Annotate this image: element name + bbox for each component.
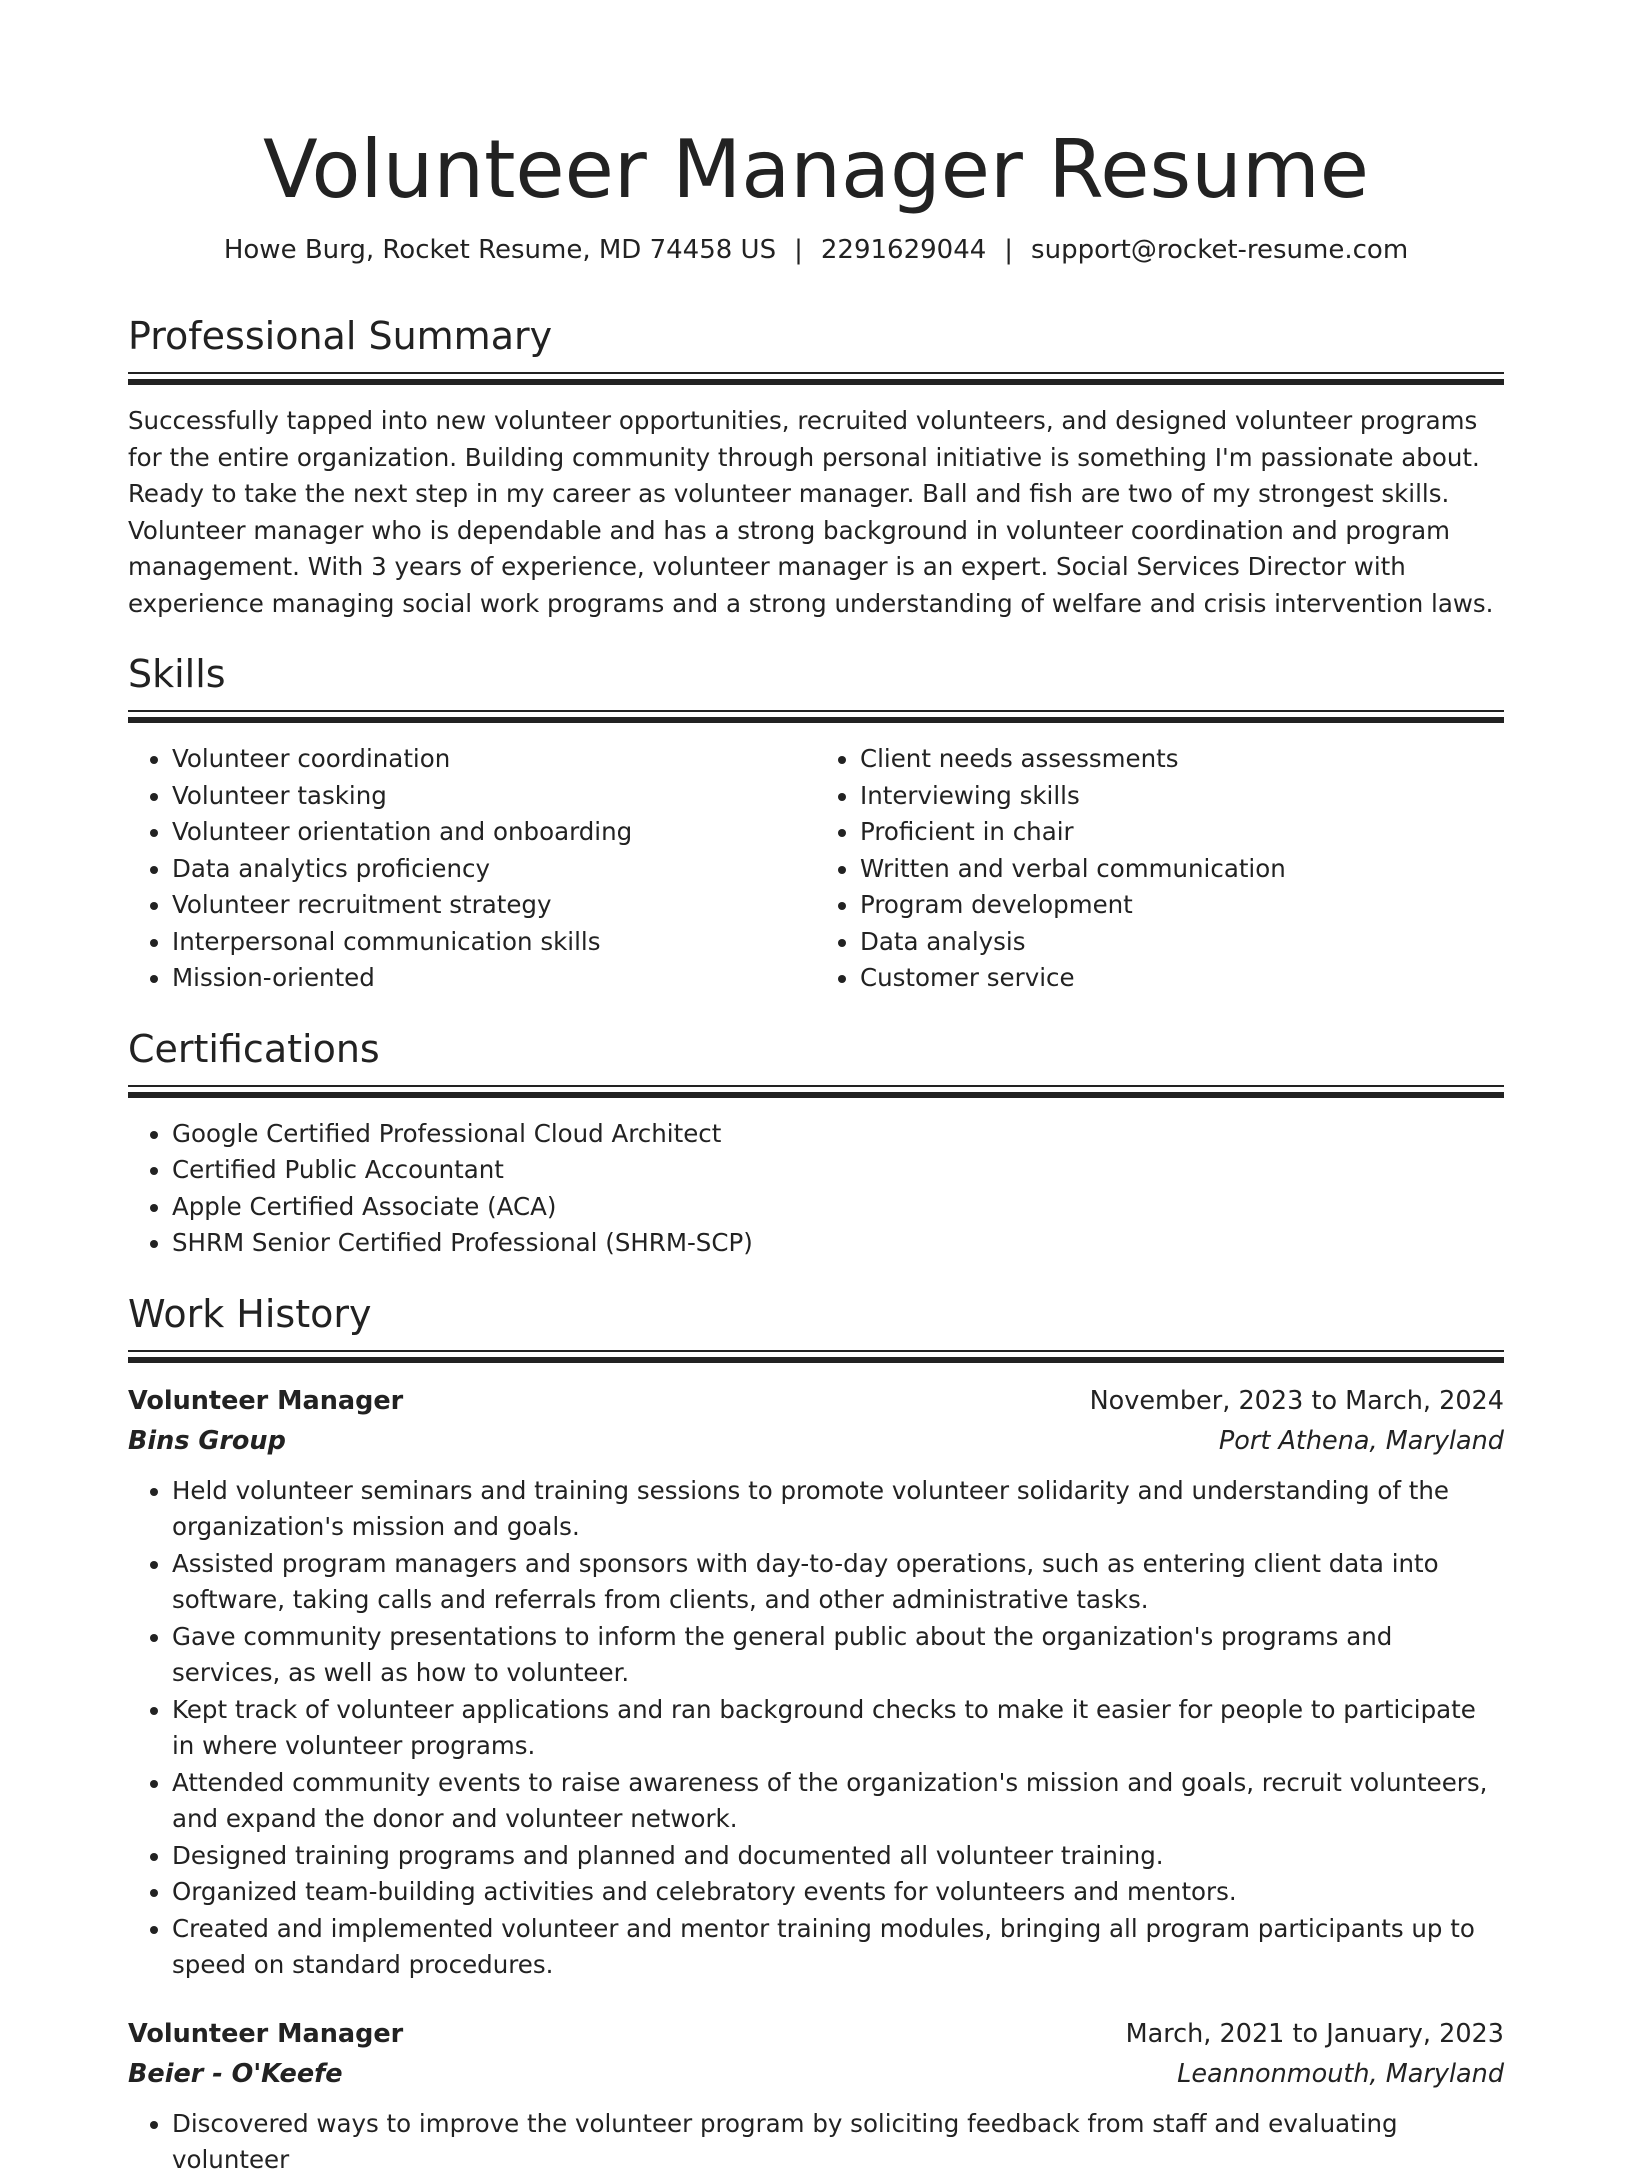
section-heading-summary: Professional Summary <box>128 314 553 358</box>
contact-separator: | <box>794 235 803 265</box>
skill-item: • Interpersonal communication skills <box>172 924 816 961</box>
contact-email: support@rocket-resume.com <box>1031 235 1409 265</box>
job-duty: • Held volunteer seminars and training sessions to promote volunteer solidarity and understanding of the organization's mission and goals. <box>172 1473 1504 1546</box>
job-location: Leannonmouth, Maryland <box>1177 2058 1504 2089</box>
section-divider <box>128 710 1504 723</box>
skill-item: • Data analytics proficiency <box>172 851 816 888</box>
job-duties-list <box>128 2106 1504 2179</box>
contact-line <box>128 232 1504 268</box>
job-header <box>128 1381 1504 1421</box>
section-heading-certifications: Certifications <box>128 1026 380 1071</box>
job-duty: • Designed training programs and planned and documented all volunteer training. <box>172 1838 1504 1875</box>
section-divider <box>128 1085 1504 1098</box>
job-entry <box>128 2014 1504 2179</box>
certifications-list <box>128 1116 1504 1262</box>
skill-item: • Client needs assessments <box>860 741 1504 778</box>
job-dates: March, 2021 to January, 2023 <box>1125 2018 1504 2049</box>
contact-phone: 2291629044 <box>820 235 987 265</box>
job-title: Volunteer Manager <box>128 2018 404 2049</box>
job-duty: • Discovered ways to improve the volunteer program by soliciting feedback from staff and evaluating volunteer <box>172 2106 1504 2179</box>
skill-item: • Volunteer orientation and onboarding <box>172 814 816 851</box>
job-duty: • Created and implemented volunteer and mentor training modules, bringing all program participants up to speed on standard procedures. <box>172 1911 1504 1984</box>
job-duty: • Kept track of volunteer applications and ran background checks to make it easier for people to participate in where volunteer programs. <box>172 1692 1504 1765</box>
summary-section <box>128 312 1504 622</box>
job-title: Volunteer Manager <box>128 1385 404 1416</box>
certifications-section <box>128 1025 1504 1262</box>
skills-section <box>128 650 1504 997</box>
job-header <box>128 2014 1504 2054</box>
skill-item: • Customer service <box>860 960 1504 997</box>
skill-item: • Written and verbal communication <box>860 851 1504 888</box>
skill-item: • Program development <box>860 887 1504 924</box>
certification-item: • Certified Public Accountant <box>172 1152 1504 1189</box>
skills-list-left <box>128 741 816 997</box>
section-divider <box>128 1350 1504 1363</box>
skill-item: • Volunteer coordination <box>172 741 816 778</box>
job-company: Beier - O'Keefe <box>128 2058 343 2089</box>
skill-item: • Proficient in chair <box>860 814 1504 851</box>
skill-item: • Mission-oriented <box>172 960 816 997</box>
job-dates: November, 2023 to March, 2024 <box>1089 1385 1504 1416</box>
section-heading-skills: Skills <box>128 652 226 696</box>
job-subheader <box>128 1421 1504 1461</box>
resume-page <box>128 0 1504 2179</box>
job-duty: • Gave community presentations to inform the general public about the organization's programs and services, as well as how to volunteer. <box>172 1619 1504 1692</box>
contact-separator: | <box>1004 235 1014 265</box>
job-duty: • Assisted program managers and sponsors with day-to-day operations, such as entering client data into software, taking calls and referrals from clients, and other administrative tasks. <box>172 1546 1504 1619</box>
resume-title: Volunteer Manager Resume <box>262 123 1370 216</box>
job-duties-list <box>128 1473 1504 1984</box>
section-heading-work-history: Work History <box>128 1291 372 1336</box>
skill-item: • Data analysis <box>860 924 1504 961</box>
certification-item: • Apple Certified Associate (ACA) <box>172 1189 1504 1226</box>
skill-item: • Volunteer tasking <box>172 778 816 815</box>
section-divider <box>128 372 1504 385</box>
job-entry <box>128 1381 1504 1984</box>
summary-text: Successfully tapped into new volunteer opportunities, recruited volunteers, and designed volunteer programs for the entire organization. Building community through personal initiative is something I'm passionate about. Ready to take the next step in my career as volunteer manager. Ball and fish are two of my strongest skills. Volunteer manager who is dependable and has a strong background in volunteer coordination and program management. With 3 years of experience, volunteer manager is an expert. Social Services Director with experience managing social work programs and a strong understanding of welfare and crisis intervention laws. <box>128 406 1494 618</box>
certification-item: • SHRM Senior Certified Professional (SHRM-SCP) <box>172 1225 1504 1262</box>
skill-item: • Volunteer recruitment strategy <box>172 887 816 924</box>
contact-address: Howe Burg, Rocket Resume, MD 74458 US <box>223 235 777 265</box>
job-duty: • Organized team-building activities and celebratory events for volunteers and mentors. <box>172 1874 1504 1911</box>
work-history-section <box>128 1290 1504 2179</box>
job-location: Port Athena, Maryland <box>1218 1425 1504 1456</box>
skill-item: • Interviewing skills <box>860 778 1504 815</box>
skills-columns <box>128 741 1504 997</box>
job-company: Bins Group <box>128 1425 286 1456</box>
job-subheader <box>128 2054 1504 2094</box>
certification-item: • Google Certified Professional Cloud Architect <box>172 1116 1504 1153</box>
job-duty: • Attended community events to raise awareness of the organization's mission and goals, recruit volunteers, and expand the donor and volunteer network. <box>172 1765 1504 1838</box>
skills-list-right <box>816 741 1504 997</box>
